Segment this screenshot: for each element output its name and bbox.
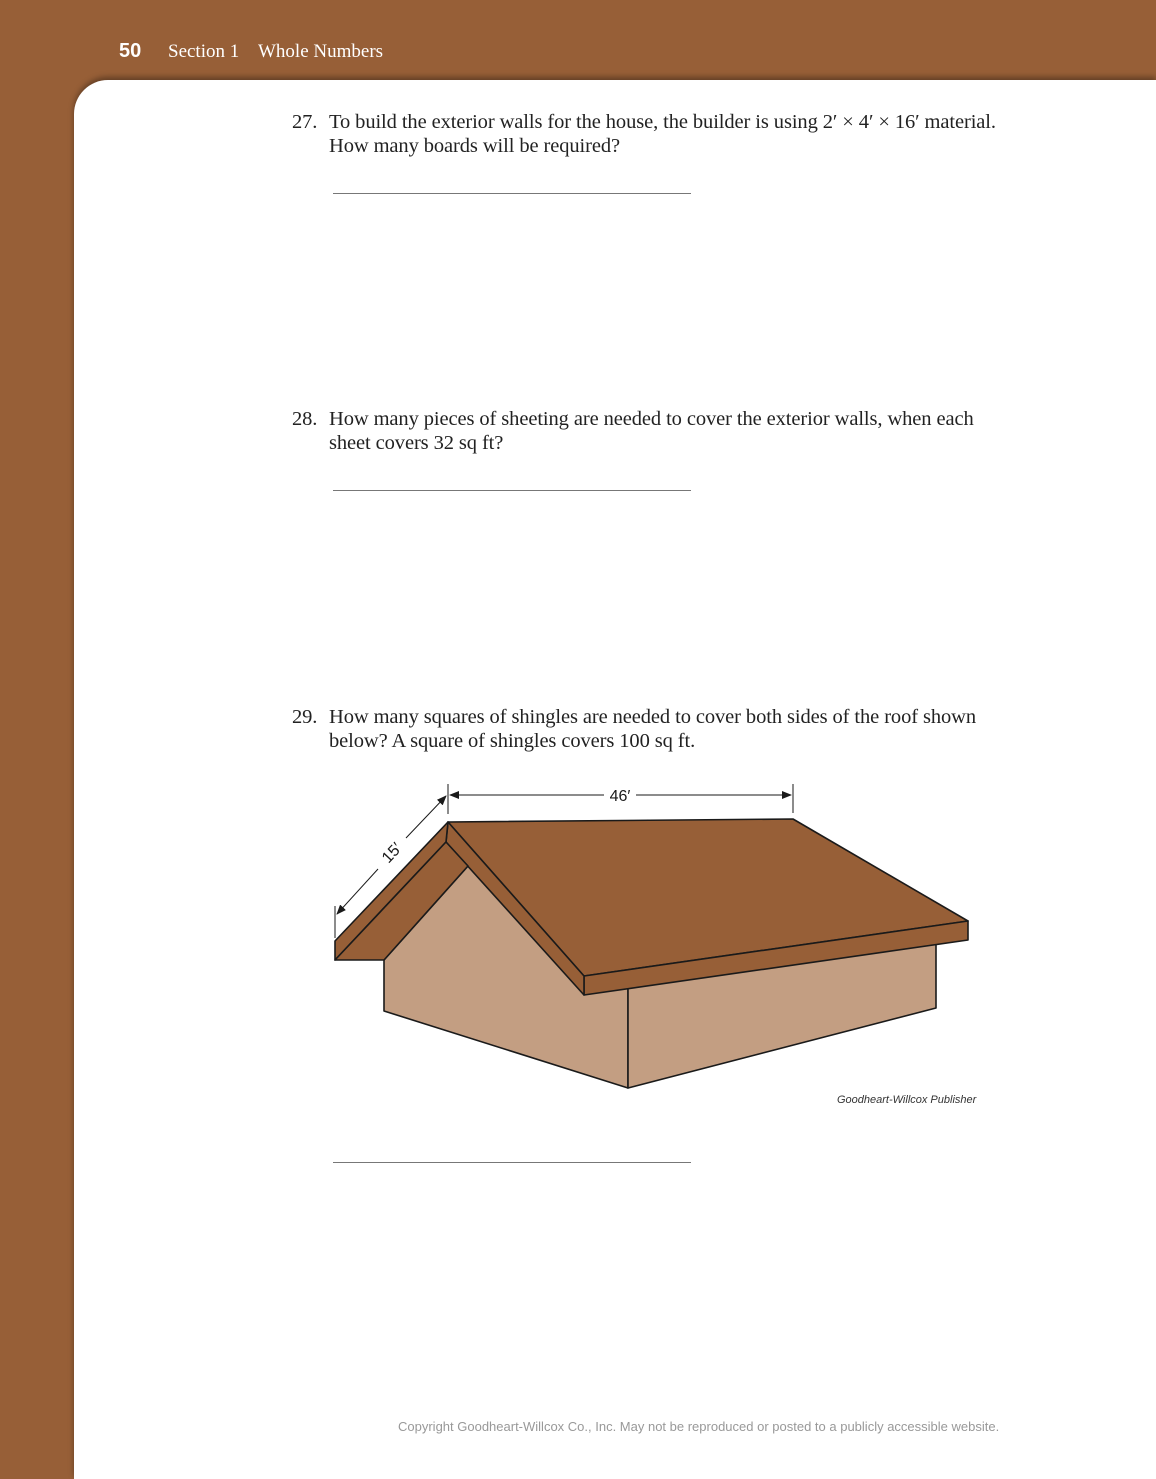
page-number: 50 xyxy=(119,40,142,62)
chapter-title: Whole Numbers xyxy=(258,41,384,62)
question-text: How many squares of shingles are needed to cover both sides of the roof shown below? A square of shingles covers 100 sq ft. xyxy=(329,706,976,752)
question-number: 29. xyxy=(292,706,318,728)
answer-line-29[interactable] xyxy=(333,1162,691,1163)
roof-diagram xyxy=(320,770,980,1100)
page-header xyxy=(0,0,1156,90)
question-number: 27. xyxy=(292,111,318,133)
question-29 xyxy=(292,705,1012,753)
question-27 xyxy=(292,110,1012,158)
question-text: How many pieces of sheeting are needed to cover the exterior walls, when each sheet covers 32 sq ft? xyxy=(329,408,974,454)
figure-credit: Goodheart-Willcox Publisher xyxy=(837,1094,977,1106)
length-dimension-label: 46′ xyxy=(609,788,631,805)
answer-line-28[interactable] xyxy=(333,490,691,491)
question-number: 28. xyxy=(292,408,318,430)
question-28 xyxy=(292,407,1012,455)
section-label: Section 1 xyxy=(168,41,240,62)
answer-line-27[interactable] xyxy=(333,193,691,194)
slope-dimension-label: 15′ xyxy=(379,839,406,867)
question-text: To build the exterior walls for the house, the builder is using 2′ × 4′ × 16′ material. How many boards will be required? xyxy=(329,111,996,157)
copyright-notice: Copyright Goodheart-Willcox Co., Inc. May not be reproduced or posted to a publicly accessible website. xyxy=(398,1419,1000,1434)
